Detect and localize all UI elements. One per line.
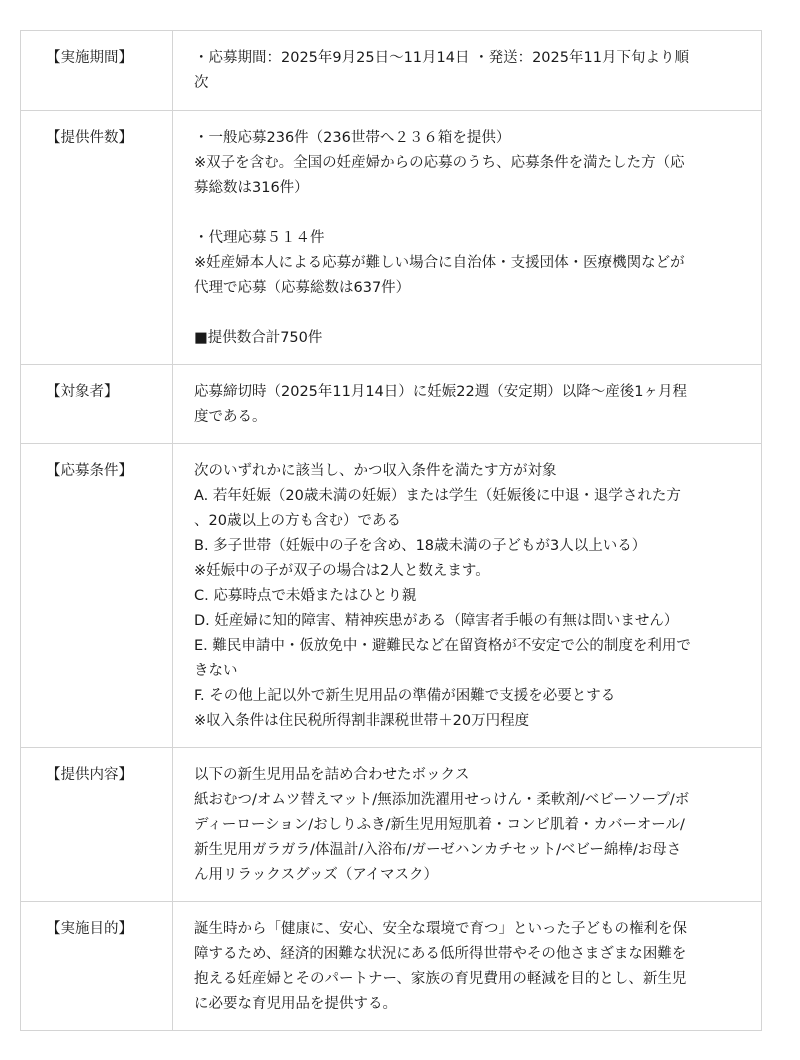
row-label: 【提供内容】 bbox=[21, 748, 173, 902]
table-row-contents bbox=[21, 748, 762, 902]
text-line: ※双子を含む。全国の妊産婦からの応募のうち、応募条件を満たした方（応 bbox=[194, 155, 685, 171]
row-value bbox=[173, 365, 762, 444]
text-line: ・一般応募236件（236世帯へ２３６箱を提供） bbox=[194, 130, 511, 146]
text-line: ・代理応募５１４件 bbox=[194, 230, 325, 246]
text-line: ディーローション/おしりふき/新生児用短肌着・コンビ肌着・カバーオール/ bbox=[194, 817, 685, 833]
text-line: 紙おむつ/オムツ替えマット/無添加洗濯用せっけん・柔軟剤/ベビーソープ/ボ bbox=[194, 792, 690, 808]
text-line: ※妊産婦本人による応募が難しい場合に自治体・支援団体・医療機関などが bbox=[194, 255, 685, 271]
text-line: F. その他上記以外で新生児用品の準備が困難で支援を必要とする bbox=[194, 688, 616, 704]
text-line: ん用リラックスグッズ（アイマスク） bbox=[194, 867, 439, 883]
text-line: 代理で応募（応募総数は637件） bbox=[194, 280, 411, 296]
text-line: 次のいずれかに該当し、かつ収入条件を満たす方が対象 bbox=[194, 463, 557, 479]
table-row-conditions bbox=[21, 444, 762, 748]
text-line: B. 多子世帯（妊娠中の子を含め、18歳未満の子どもが3人以上いる） bbox=[194, 538, 647, 554]
row-value bbox=[173, 902, 762, 1031]
row-label: 【実施目的】 bbox=[21, 902, 173, 1031]
row-value bbox=[173, 444, 762, 748]
table-row-count bbox=[21, 111, 762, 365]
text-line: 、20歳以上の方も含む）である bbox=[194, 513, 401, 529]
text-line: E. 難民申請中・仮放免中・避難民など在留資格が不安定で公的制度を利用で bbox=[194, 638, 691, 654]
row-value bbox=[173, 748, 762, 902]
text-line: A. 若年妊娠（20歳未満の妊娠）または学生（妊娠後に中退・退学された方 bbox=[194, 488, 681, 504]
text-line: 抱える妊産婦とそのパートナー、家族の育児費用の軽減を目的とし、新生児 bbox=[194, 971, 687, 987]
text-line: 誕生時から「健康に、安心、安全な環境で育つ」といった子どもの権利を保 bbox=[194, 921, 687, 937]
text-line: 応募締切時（2025年11月14日）に妊娠22週（安定期）以降〜産後1ヶ月程 bbox=[194, 384, 687, 400]
info-table bbox=[20, 30, 762, 1031]
text-line: に必要な育児用品を提供する。 bbox=[194, 996, 397, 1012]
row-value bbox=[173, 111, 762, 365]
text-line: 障するため、経済的困難な状況にある低所得世帯やその他さまざまな困難を bbox=[194, 946, 687, 962]
text-line bbox=[194, 301, 745, 326]
text-line: D. 妊産婦に知的障害、精神疾患がある（障害者手帳の有無は問いません） bbox=[194, 613, 679, 629]
table-row-purpose bbox=[21, 902, 762, 1031]
row-value bbox=[173, 31, 762, 111]
text-line: ※収入条件は住民税所得割非課税世帯＋20万円程度 bbox=[194, 713, 530, 729]
text-line: ・応募期間：2025年9月25日〜11月14日 ・発送：2025年11月下旬より順 bbox=[194, 50, 689, 66]
text-line: 募総数は316件） bbox=[194, 180, 309, 196]
text-line: 度である。 bbox=[194, 409, 267, 425]
text-line: ■提供数合計750件 bbox=[194, 330, 323, 346]
text-line: 新生児用ガラガラ/体温計/入浴布/ガーゼハンカチセット/ベビー綿棒/お母さ bbox=[194, 842, 682, 858]
row-label: 【提供件数】 bbox=[21, 111, 173, 365]
text-line: C. 応募時点で未婚またはひとり親 bbox=[194, 588, 417, 604]
text-line: 次 bbox=[194, 75, 209, 91]
table-row-target bbox=[21, 365, 762, 444]
text-line: 以下の新生児用品を詰め合わせたボックス bbox=[194, 767, 470, 783]
text-line: ※妊娠中の子が双子の場合は2人と数えます。 bbox=[194, 563, 490, 579]
text-line bbox=[194, 201, 745, 226]
row-label: 【応募条件】 bbox=[21, 444, 173, 748]
row-label: 【実施期間】 bbox=[21, 31, 173, 111]
row-label: 【対象者】 bbox=[21, 365, 173, 444]
text-line: きない bbox=[194, 663, 238, 679]
table-row-period bbox=[21, 31, 762, 111]
